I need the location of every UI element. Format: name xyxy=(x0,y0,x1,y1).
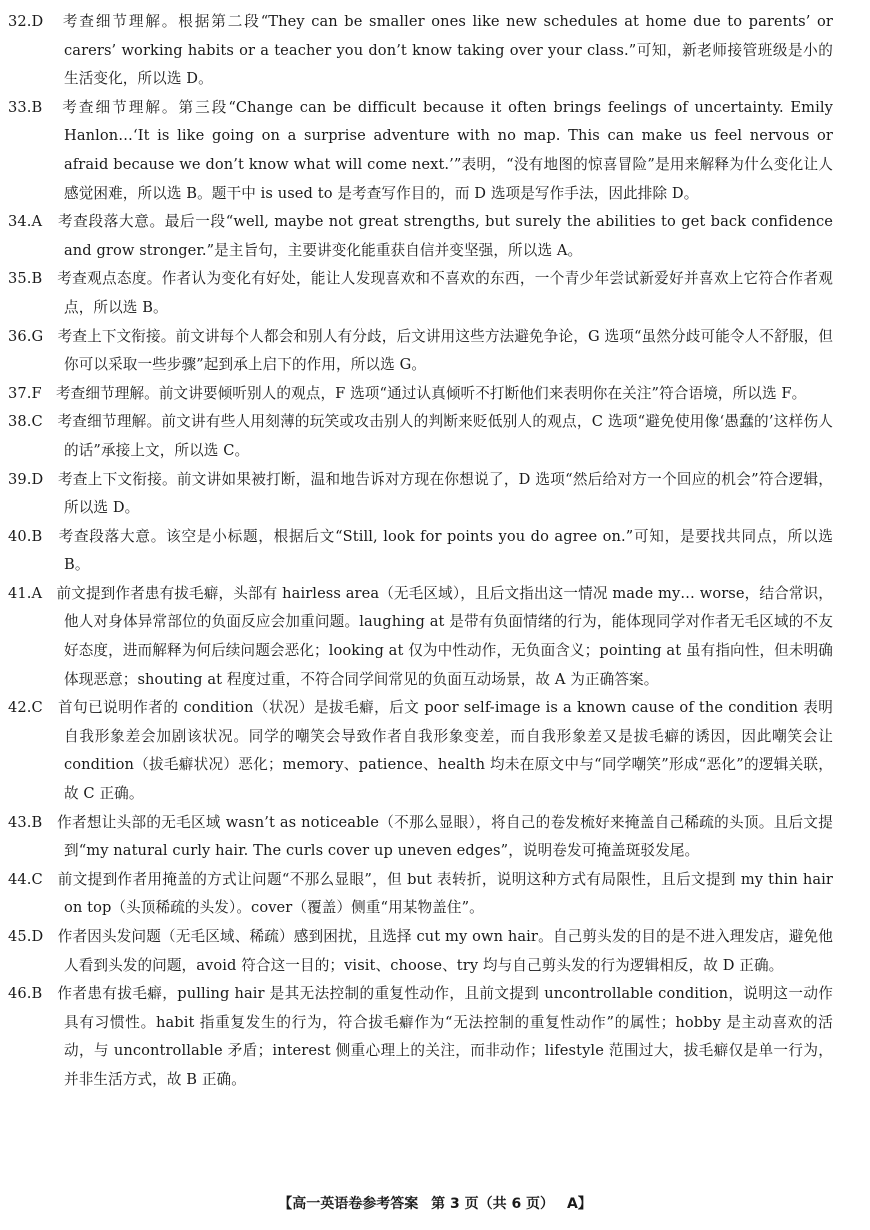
answer-text: 考查观点态度。作者认为变化有好处，能让人发现喜欢和不喜欢的东西，一个青少年尝试新爱好并喜欢上它符合作者观点，所以选 B。 xyxy=(57,270,833,316)
answer-number: 40.B xyxy=(8,527,43,545)
answer-number: 37.F xyxy=(8,384,42,402)
answer-text: 前文提到作者患有拔毛癖，头部有 hairless area（无毛区域），且后文指出这一情况 made my… worse，结合常识，他人对身体异常部位的负面反应会加重问题。laughing at 是带有负面情绪的行为，能体现同学对作者无毛区域的不友好态度，进而解释为何后续问题会恶化；looking at 仅为中性动作，无负面含义；pointing at 虽有指向性，但未明确体现恶意；shouting at 程度过重，不符合同学间常见的负面互动场景，故 A 为正确答案。 xyxy=(56,584,833,688)
answer-item xyxy=(8,866,833,923)
answer-item xyxy=(8,380,833,409)
footer-page-number: 第 3 页（共 6 页） xyxy=(431,1196,555,1212)
answer-text: 作者患有拔毛癖，pulling hair 是其无法控制的重复性动作，且前文提到 uncontrollable condition，说明这一动作具有习惯性。habit 指重复发生的行为，符合拔毛癖作为“无法控制的重复性动作”的属性；hobby 是主动喜欢的活动，与 uncontrollable 矛盾；interest 侧重心理上的关注，而非动作；lifestyle 范围过大，拔毛癖仅是单一行为，并非生活方式，故 B 正确。 xyxy=(57,985,834,1088)
answer-number: 42.C xyxy=(8,699,43,717)
answer-item xyxy=(8,923,834,980)
answer-text: 考查上下文衔接。前文讲每个人都会和别人有分歧，后文讲用这些方法避免争论，G 选项“虽然分歧可能令人不舒服，但你可以采取一些步骤”起到承上启下的作用，所以选 G。 xyxy=(57,327,834,374)
answer-item xyxy=(8,580,833,694)
answer-number: 45.D xyxy=(8,928,44,945)
answer-text: 首句已说明作者的 condition（状况）是拔毛癖，后文 poor self-image is a known cause of the condition 表明自我形象差会加剧该状况。同学的嘲笑会导致作者自我形象变差，而自我形象差又是拔毛癖的诱因，因此嘲笑会让 condition（拔毛癖状况）恶化；memory、patience、health 均未在原文中与“同学嘲笑”形成“恶化”的逻辑关联，故 C 正确。 xyxy=(58,699,834,803)
answer-list xyxy=(8,8,834,1095)
answer-number: 44.C xyxy=(8,870,43,888)
answer-text: 考查上下文衔接。前文讲如果被打断，温和地告诉对方现在你想说了，D 选项“然后给对方一个回应的机会”符合逻辑，所以选 D。 xyxy=(58,470,833,517)
answer-item xyxy=(8,208,834,265)
answer-text: 作者想让头部的无毛区域 wasn’t as noticeable（不那么显眼），将自己的卷发梳好来掩盖自己稀疏的头顶。且后文提到“my natural curly hair. The curls cover up uneven edges”，说明卷发可掩盖斑驳发尾。 xyxy=(57,813,833,860)
answer-item xyxy=(8,466,833,523)
answer-item xyxy=(8,323,834,380)
answer-item xyxy=(8,408,833,465)
answer-text: 考查细节理解。前文讲有些人用刻薄的玩笑或攻击别人的判断来贬低别人的观点，C 选项“避免使用像‘愚蠢的’这样伤人的话”承接上文，所以选 C。 xyxy=(57,413,833,459)
answer-number: 43.B xyxy=(8,813,43,831)
answer-number: 36.G xyxy=(8,327,44,345)
answer-text: 前文提到作者用掩盖的方式让问题“不那么显眼”，但 but 表转折，说明这种方式有局限性，且后文提到 my thin hair on top（头顶稀疏的头发）。cover（覆盖）侧重“用某物盖住”。 xyxy=(57,870,833,917)
answer-item xyxy=(8,980,834,1094)
answer-item xyxy=(8,265,833,322)
answer-item xyxy=(8,8,834,94)
answer-text: 考查段落大意。最后一段“well, maybe not great strengths, but surely the abilities to get back confidence and grow stronger.”是主旨句，主要讲变化能重获自信并变坚强，所以选 A。 xyxy=(58,213,834,259)
answer-number: 32.D xyxy=(8,13,44,30)
answer-number: 46.B xyxy=(8,985,43,1003)
answer-number: 34.A xyxy=(8,213,43,231)
footer-version: A】 xyxy=(566,1196,592,1212)
answer-number: 33.B xyxy=(8,98,43,116)
answer-item xyxy=(8,694,834,808)
answer-item xyxy=(8,809,833,866)
answer-number: 35.B xyxy=(8,270,43,288)
answer-number: 39.D xyxy=(8,470,44,488)
answer-text: 作者因头发问题（无毛区域、稀疏）感到困扰，且选择 cut my own hair。自己剪头发的目的是不进入理发店，避免他人看到头发的问题，avoid 符合这一目的；visit、choose、try 均与自己剪头发的行为逻辑相反，故 D 正确。 xyxy=(57,928,834,974)
answer-number: 38.C xyxy=(8,413,43,431)
answer-text: 考查细节理解。前文讲要倾听别人的观点，F 选项“通过认真倾听不打断他们来表明你在关注”符合语境，所以选 F。 xyxy=(55,384,807,402)
answer-text: 考查细节理解。第三段“Change can be difficult because it often brings feelings of uncertainty. Emily Hanlon…‘It is like going on a surprise adventure with no map. This can make us feel nervous or afraid because we don’t know what will come next.’”表明，“没有地图的惊喜冒险”是用来解释为什么变化让人感觉困难，所以选 B。题干中 is used to 是考查写作目的，而 D 选项是写作手法，因此排除 D。 xyxy=(62,98,833,202)
answer-text: 考查细节理解。根据第二段“They can be smaller ones like new schedules at home due to parents’ or carers’ working habits or a teacher you don’t know taking over your class.”可知，新老师接管班级是小的生活变化，所以选 D。 xyxy=(62,13,834,88)
answer-number: 41.A xyxy=(8,584,43,602)
answer-text: 考查段落大意。该空是小标题，根据后文“Still, look for points you do agree on.”可知，是要找共同点，所以选 B。 xyxy=(58,527,833,574)
answer-item xyxy=(8,523,833,580)
answer-item xyxy=(8,94,833,208)
footer-title: 【高一英语卷参考答案 xyxy=(278,1196,419,1212)
page-footer xyxy=(0,1194,870,1214)
